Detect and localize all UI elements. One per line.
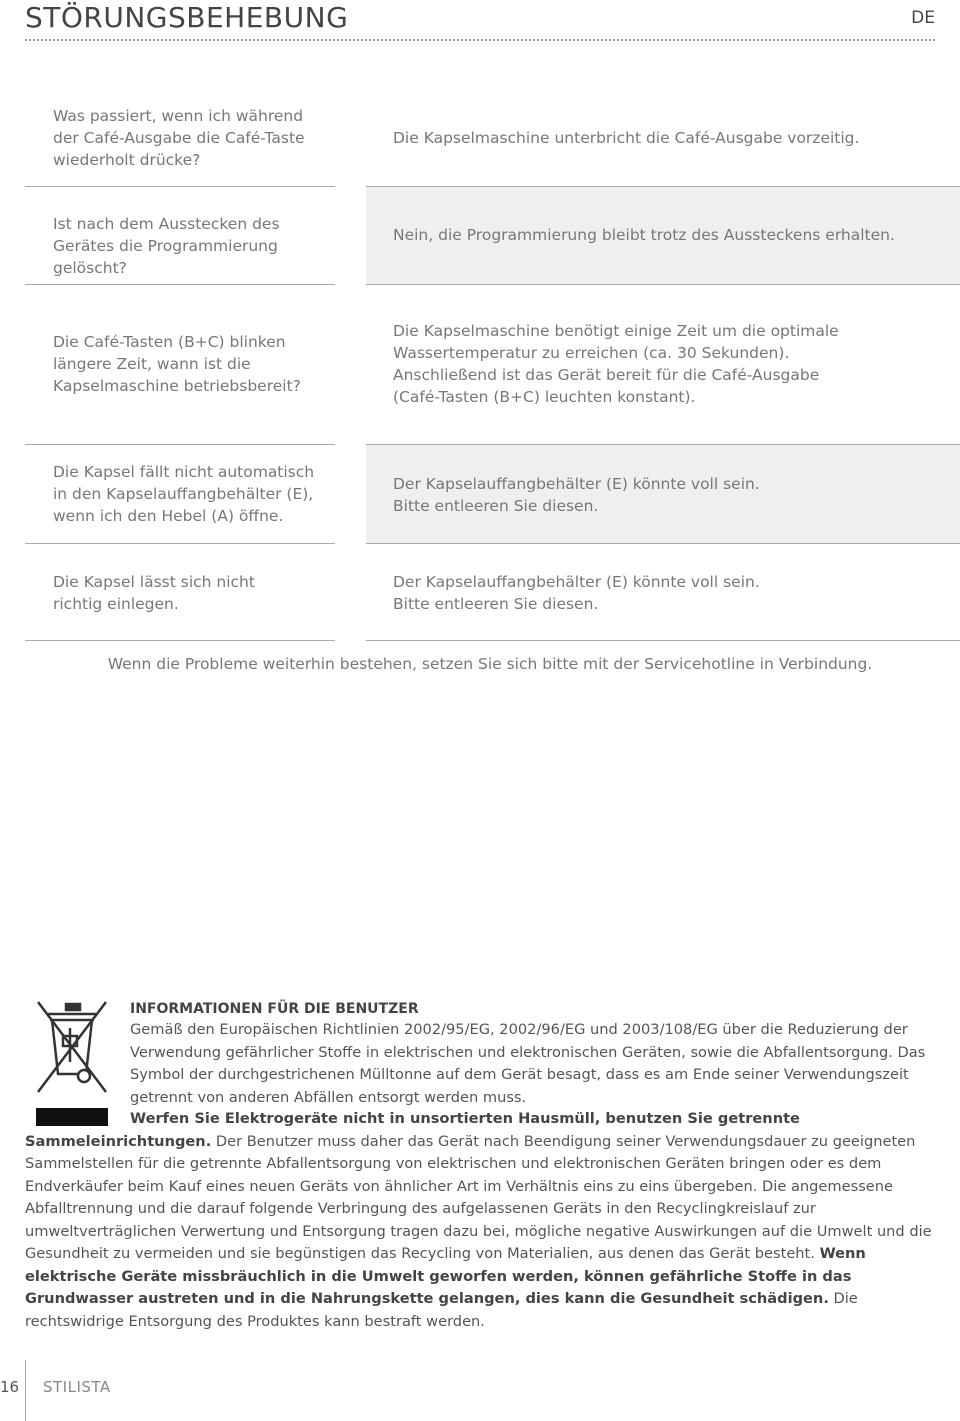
row-divider (25, 640, 335, 641)
faq-row (0, 544, 960, 641)
info-text: Die rechtswidrige Entsorgung des Produktes kann bestraft werden. (25, 1290, 858, 1330)
info-heading: INFORMATIONEN FÜR DIE BENUTZER (130, 1001, 419, 1017)
info-paragraph: Gemäß den Europäischen Richtlinien 2002/95/EG, 2002/96/EG und 2003/108/EG über die Reduzierung der Verwendung gefährlicher Stoffe in elektrischen und elektronischen Geräten, sowie die Abfallentsorgung. Das Symbol der durchgestrichenen Mülltonne auf dem Gerät besagt, dass es am Ende seiner Verwendungszeit getrennt von anderen Abfällen entsorgt werden muss. (130, 1021, 926, 1106)
faq-answer: Der Kapselauffangbehälter (E) könnte voll sein. Bitte entleeren Sie diesen. (393, 475, 760, 515)
page-title: STÖRUNGSBEHEBUNG (25, 1, 349, 34)
info-bold-text: Wenn elektrische Geräte missbräuchlich in die Umwelt geworfen werden, können gefährliche Stoffe in das Grundwasser austreten und in die Nahrungskette gelangen, dies kann die Gesundheit schädigen. (25, 1245, 866, 1307)
faq-question: Die Café-Tasten (B+C) blinken längere Zeit, wann ist die Kapselmaschine betriebsbereit? (53, 333, 301, 395)
faq-question: Die Kapsel fällt nicht automatisch in den Kapselauffangbehälter (E), wenn ich den Hebel (A) öffne. (53, 463, 315, 525)
faq-answer: Nein, die Programmierung bleibt trotz des Aussteckens erhalten. (393, 226, 895, 244)
info-paragraph-2 (25, 1108, 955, 1333)
faq-row (0, 445, 960, 543)
faq-answer: Die Kapselmaschine benötigt einige Zeit um die optimale Wassertemperatur zu erreichen (ca. 30 Sekunden). Anschließend ist das Gerät bereit für die Café-Ausgabe (Café-Tasten (B+C) leuchten konstant). (393, 322, 839, 406)
faq-question: Die Kapsel lässt sich nicht richtig einlegen. (53, 573, 255, 613)
row-divider (366, 640, 960, 641)
faq-row (0, 187, 960, 284)
brand-name: STILISTA (43, 1378, 111, 1396)
title-divider (25, 39, 935, 41)
language-code: DE (911, 8, 935, 28)
service-note: Wenn die Probleme weiterhin bestehen, setzen Sie sich bitte mit der Servicehotline in Verbindung. (107, 655, 873, 673)
faq-answer: Der Kapselauffangbehälter (E) könnte voll sein. Bitte entleeren Sie diesen. (393, 573, 760, 613)
faq-question: Was passiert, wenn ich während der Café-Ausgabe die Café-Taste wiederholt drücke? (53, 107, 305, 169)
faq-question: Ist nach dem Ausstecken des Gerätes die Programmierung gelöscht? (53, 215, 280, 277)
info-bold-text: Werfen Sie Elektrogeräte nicht in unsortierten Hausmüll, benutzen Sie getrennte Sammeleinrichtungen. (25, 1110, 800, 1150)
faq-answer: Die Kapselmaschine unterbricht die Café-Ausgabe vorzeitig. (393, 129, 860, 147)
faq-row (0, 90, 960, 186)
page-number: 16 (0, 1378, 20, 1396)
footer-divider (25, 1360, 26, 1421)
info-text: Der Benutzer muss daher das Gerät nach Beendigung seiner Verwendungsdauer zu geeigneten Sammelstellen für die getrennte Abfallentsorgung von elektrischen und elektronischen Geräten bringen oder es dem Endverkäufer beim Kauf eines neuen Geräts von ähnlicher Art im Verhältnis eins zu eins übergeben. Die angemessene Abfalltrennung und die darauf folgende Verbringung des aufgelassenen Geräts in den Recyclingkreislauf zur umweltverträglichen Verwertung und Entsorgung tragen dazu bei, mögliche negative Auswirkungen auf die Umwelt und die Gesundheit zu vermeiden und sie begünstigen das Recycling von Materialien, aus denen das Gerät besteht. (25, 1132, 932, 1262)
faq-row (0, 285, 960, 445)
